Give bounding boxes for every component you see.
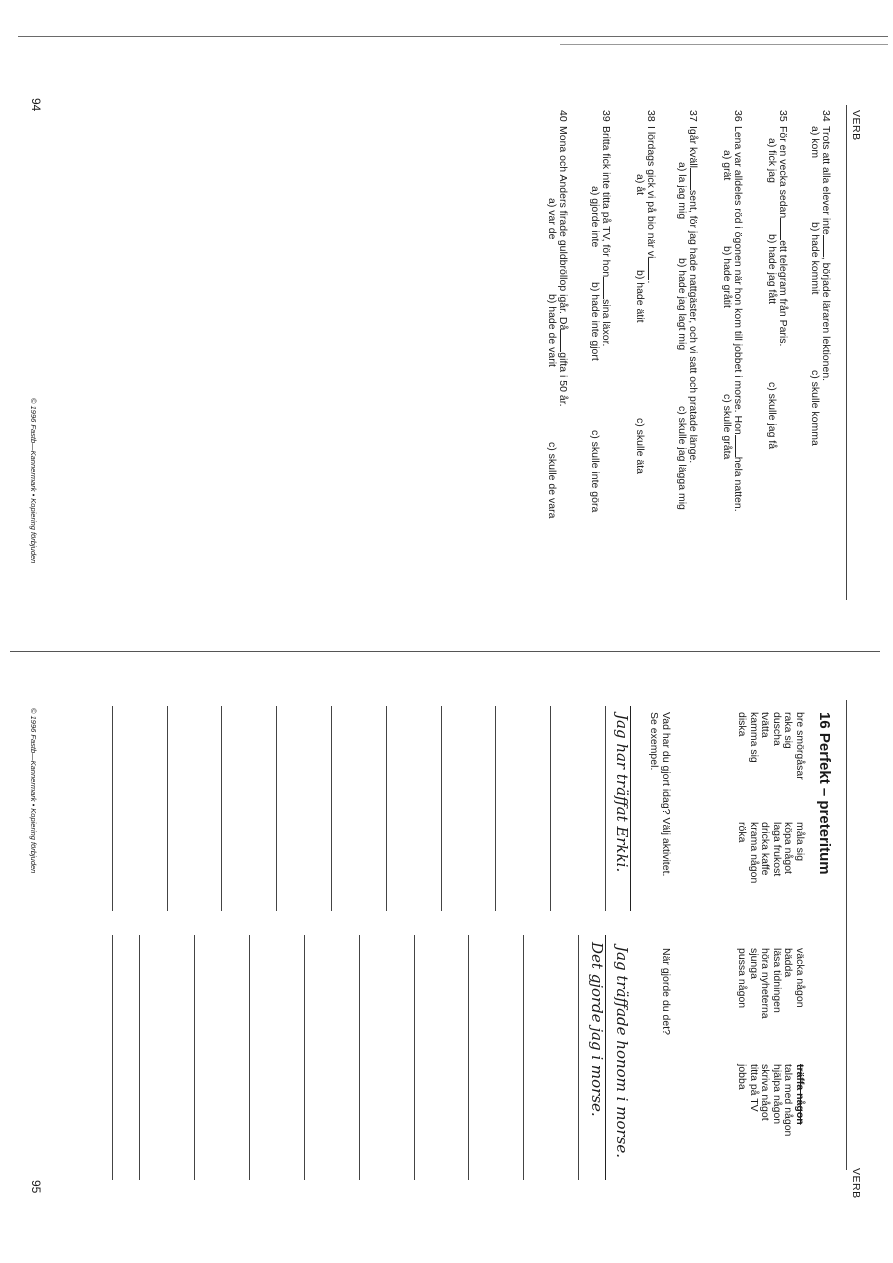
- writing-line[interactable]: [249, 935, 250, 1180]
- instruction-text: Vad har du gjort idag? Välj aktivitet. Se exempel.: [648, 712, 672, 877]
- answer-blank[interactable]: [603, 277, 613, 299]
- question-34: 34Trots att alla elever inte, började läraren lektionen.: [820, 110, 832, 382]
- writing-line[interactable]: [221, 706, 222, 911]
- writing-line[interactable]: [495, 706, 496, 911]
- activity-column-2: måla sig köpa något laga frukost dricka kaffe krama någon röka: [736, 822, 806, 884]
- exercise-title: 16 Perfekt – preteritum: [816, 712, 833, 875]
- scan-edge-top: [18, 36, 888, 37]
- writing-line[interactable]: [112, 706, 113, 911]
- answer-blank[interactable]: [823, 235, 833, 257]
- writing-line[interactable]: [414, 935, 415, 1180]
- writing-line[interactable]: [523, 935, 524, 1180]
- page-fold-line: [10, 651, 880, 652]
- answer-blank[interactable]: [780, 218, 790, 240]
- example-answer-left: Jag har träffat Erkki.: [613, 714, 631, 873]
- writing-line[interactable]: [139, 935, 140, 1180]
- activity-column-3: väcka någon bädda läsa tidningen höra nyheterna sjunga pussa någon: [736, 948, 806, 1019]
- activity-column-1: bre smörgåsar raka sig duscha tvätta kamma sig diska: [736, 712, 806, 780]
- options-35: a) fick jag b) hade jag fått c) skulle jag få: [766, 138, 778, 450]
- writing-line[interactable]: [112, 935, 113, 1180]
- answer-blank[interactable]: [735, 435, 745, 457]
- left-header-rule: [846, 105, 847, 600]
- answer-blank[interactable]: [560, 330, 570, 352]
- example-underline-left: [630, 706, 631, 911]
- writing-line[interactable]: [468, 935, 469, 1180]
- activity-column-4: träffa någon tala med någon hjälpa någon skriva något titta på TV jobba: [736, 1064, 806, 1137]
- options-38: a) åt b) hade ätit c) skulle äta: [634, 174, 646, 475]
- left-page-number: 94: [29, 98, 43, 112]
- right-page-header: VERB: [850, 1168, 862, 1199]
- scan-edge-top-2: [560, 44, 888, 45]
- writing-line[interactable]: [304, 935, 305, 1180]
- writing-line[interactable]: [550, 706, 551, 911]
- right-page-footer: © 1996 Fastb—Kannermark • Kopiering förbjuden: [29, 708, 38, 874]
- answer-blank[interactable]: [648, 258, 658, 280]
- right-header-rule: [846, 700, 847, 1170]
- question-37: 37Igår kvällsent, för jag hade nattgäster, och vi satt och pratade länge.: [687, 110, 699, 464]
- writing-line[interactable]: [194, 935, 195, 1180]
- question-38: 38I lördags gick vi på bio när vi.: [645, 110, 657, 284]
- answer-blank[interactable]: [690, 168, 700, 190]
- writing-line[interactable]: [359, 935, 360, 1180]
- right-page-number: 95: [29, 1180, 43, 1194]
- options-37: a) la jag mig b) hade jag lagt mig c) skulle jag lägga mig: [676, 162, 688, 510]
- options-39: a) gjorde inte b) hade inte gjort c) skulle inte göra: [589, 186, 601, 513]
- writing-line[interactable]: [331, 706, 332, 911]
- question-35: 35För en vecka sedanett telegram från Paris.: [777, 110, 789, 347]
- left-page-header: VERB: [850, 110, 862, 141]
- question-39: 39Britta fick inte titta på TV, för honsina läxor.: [600, 110, 612, 347]
- example-answer-right-1: Jag träffade honom i morse.: [613, 946, 631, 1158]
- options-40: a) var de b) hade de varit c) skulle de vara: [546, 198, 558, 519]
- example-underline-right: [605, 935, 606, 1180]
- writing-line[interactable]: [386, 706, 387, 911]
- writing-line[interactable]: [578, 935, 579, 1180]
- writing-line[interactable]: [276, 706, 277, 911]
- options-34: a) kom b) hade kommit c) skulle komma: [809, 126, 821, 446]
- left-page-footer: © 1996 Fastb—Kannermark • Kopiering förbjuden: [29, 398, 38, 564]
- writing-line[interactable]: [605, 706, 606, 911]
- question-when: När gjorde du det?: [660, 948, 672, 1035]
- question-40: 40Mona och Anders firade guldbröllop igår. Dågifta i 50 år.: [557, 110, 569, 407]
- options-36: a) grät b) hade gråtit c) skulle gråta: [721, 150, 733, 460]
- example-answer-right-2: Det gjorde jag i morse.: [588, 942, 606, 1117]
- writing-line[interactable]: [167, 706, 168, 911]
- writing-line[interactable]: [441, 706, 442, 911]
- question-36: 36Lena var alldeles röd i ögonen när hon kom till jobbet i morse. Honhela natten.: [732, 110, 744, 512]
